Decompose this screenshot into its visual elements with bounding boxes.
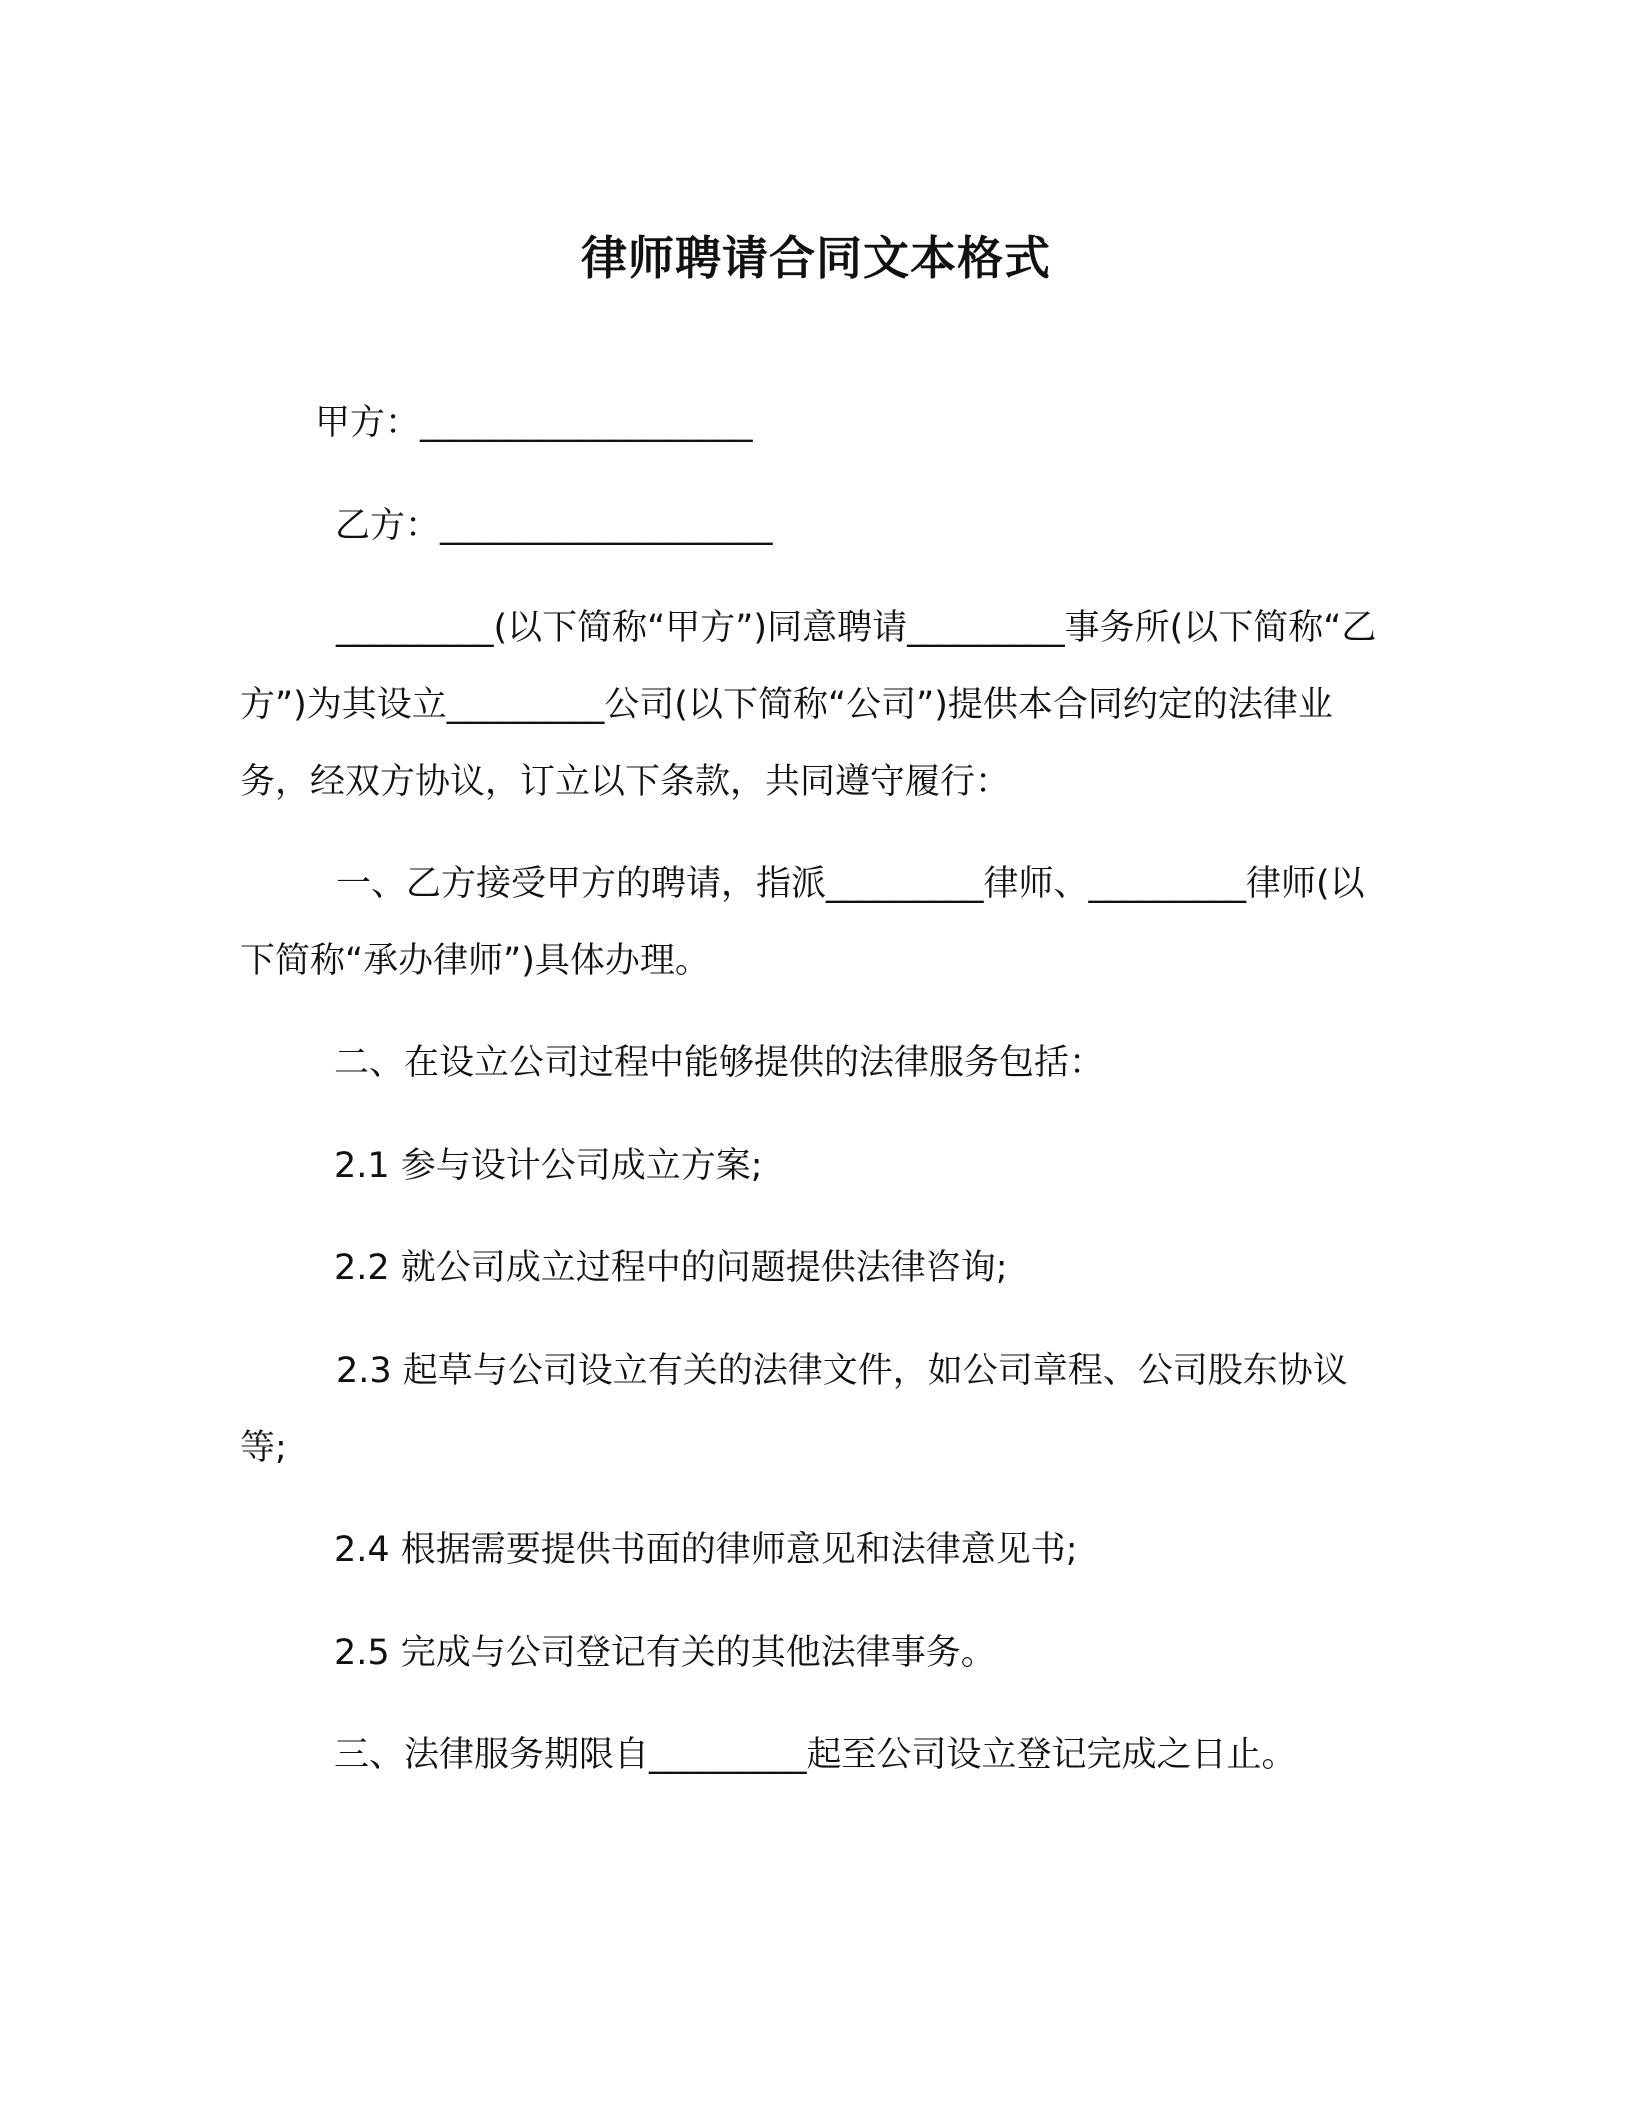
item-2-1: 2.1 参与设计公司成立方案;: [334, 1146, 763, 1186]
item-2-2: 2.2 就公司成立过程中的问题提供法律咨询;: [334, 1248, 1008, 1288]
item-2-3: 2.3 起草与公司设立有关的法律文件，如公司章程、公司股东协议等;: [240, 1351, 1348, 1468]
clause-3: 三、法律服务期限自_________起至公司设立登记完成之日止。: [334, 1735, 1297, 1775]
intro-paragraph: _________(以下简称“甲方”)同意聘请_________事务所(以下简称“乙方”)为其设立_________公司(以下简称“公司”)提供本合同约定的法律业务，经双方协议，订立以下条款，共同遵守履行：: [240, 608, 1377, 802]
party-a-line: 甲方：___________________: [315, 403, 753, 443]
clause-2-heading: 二、在设立公司过程中能够提供的法律服务包括：: [334, 1043, 1105, 1083]
item-2-5: 2.5 完成与公司登记有关的其他法律事务。: [334, 1633, 996, 1673]
party-b-line: 乙方：___________________: [335, 506, 773, 546]
clause-1: 一、乙方接受甲方的聘请，指派_________律师、_________律师(以下简称“承办律师”)具体办理。: [240, 864, 1365, 981]
item-2-4: 2.4 根据需要提供书面的律师意见和法律意见书;: [334, 1530, 1078, 1570]
document-title: 律师聘请合同文本格式: [581, 231, 1051, 285]
